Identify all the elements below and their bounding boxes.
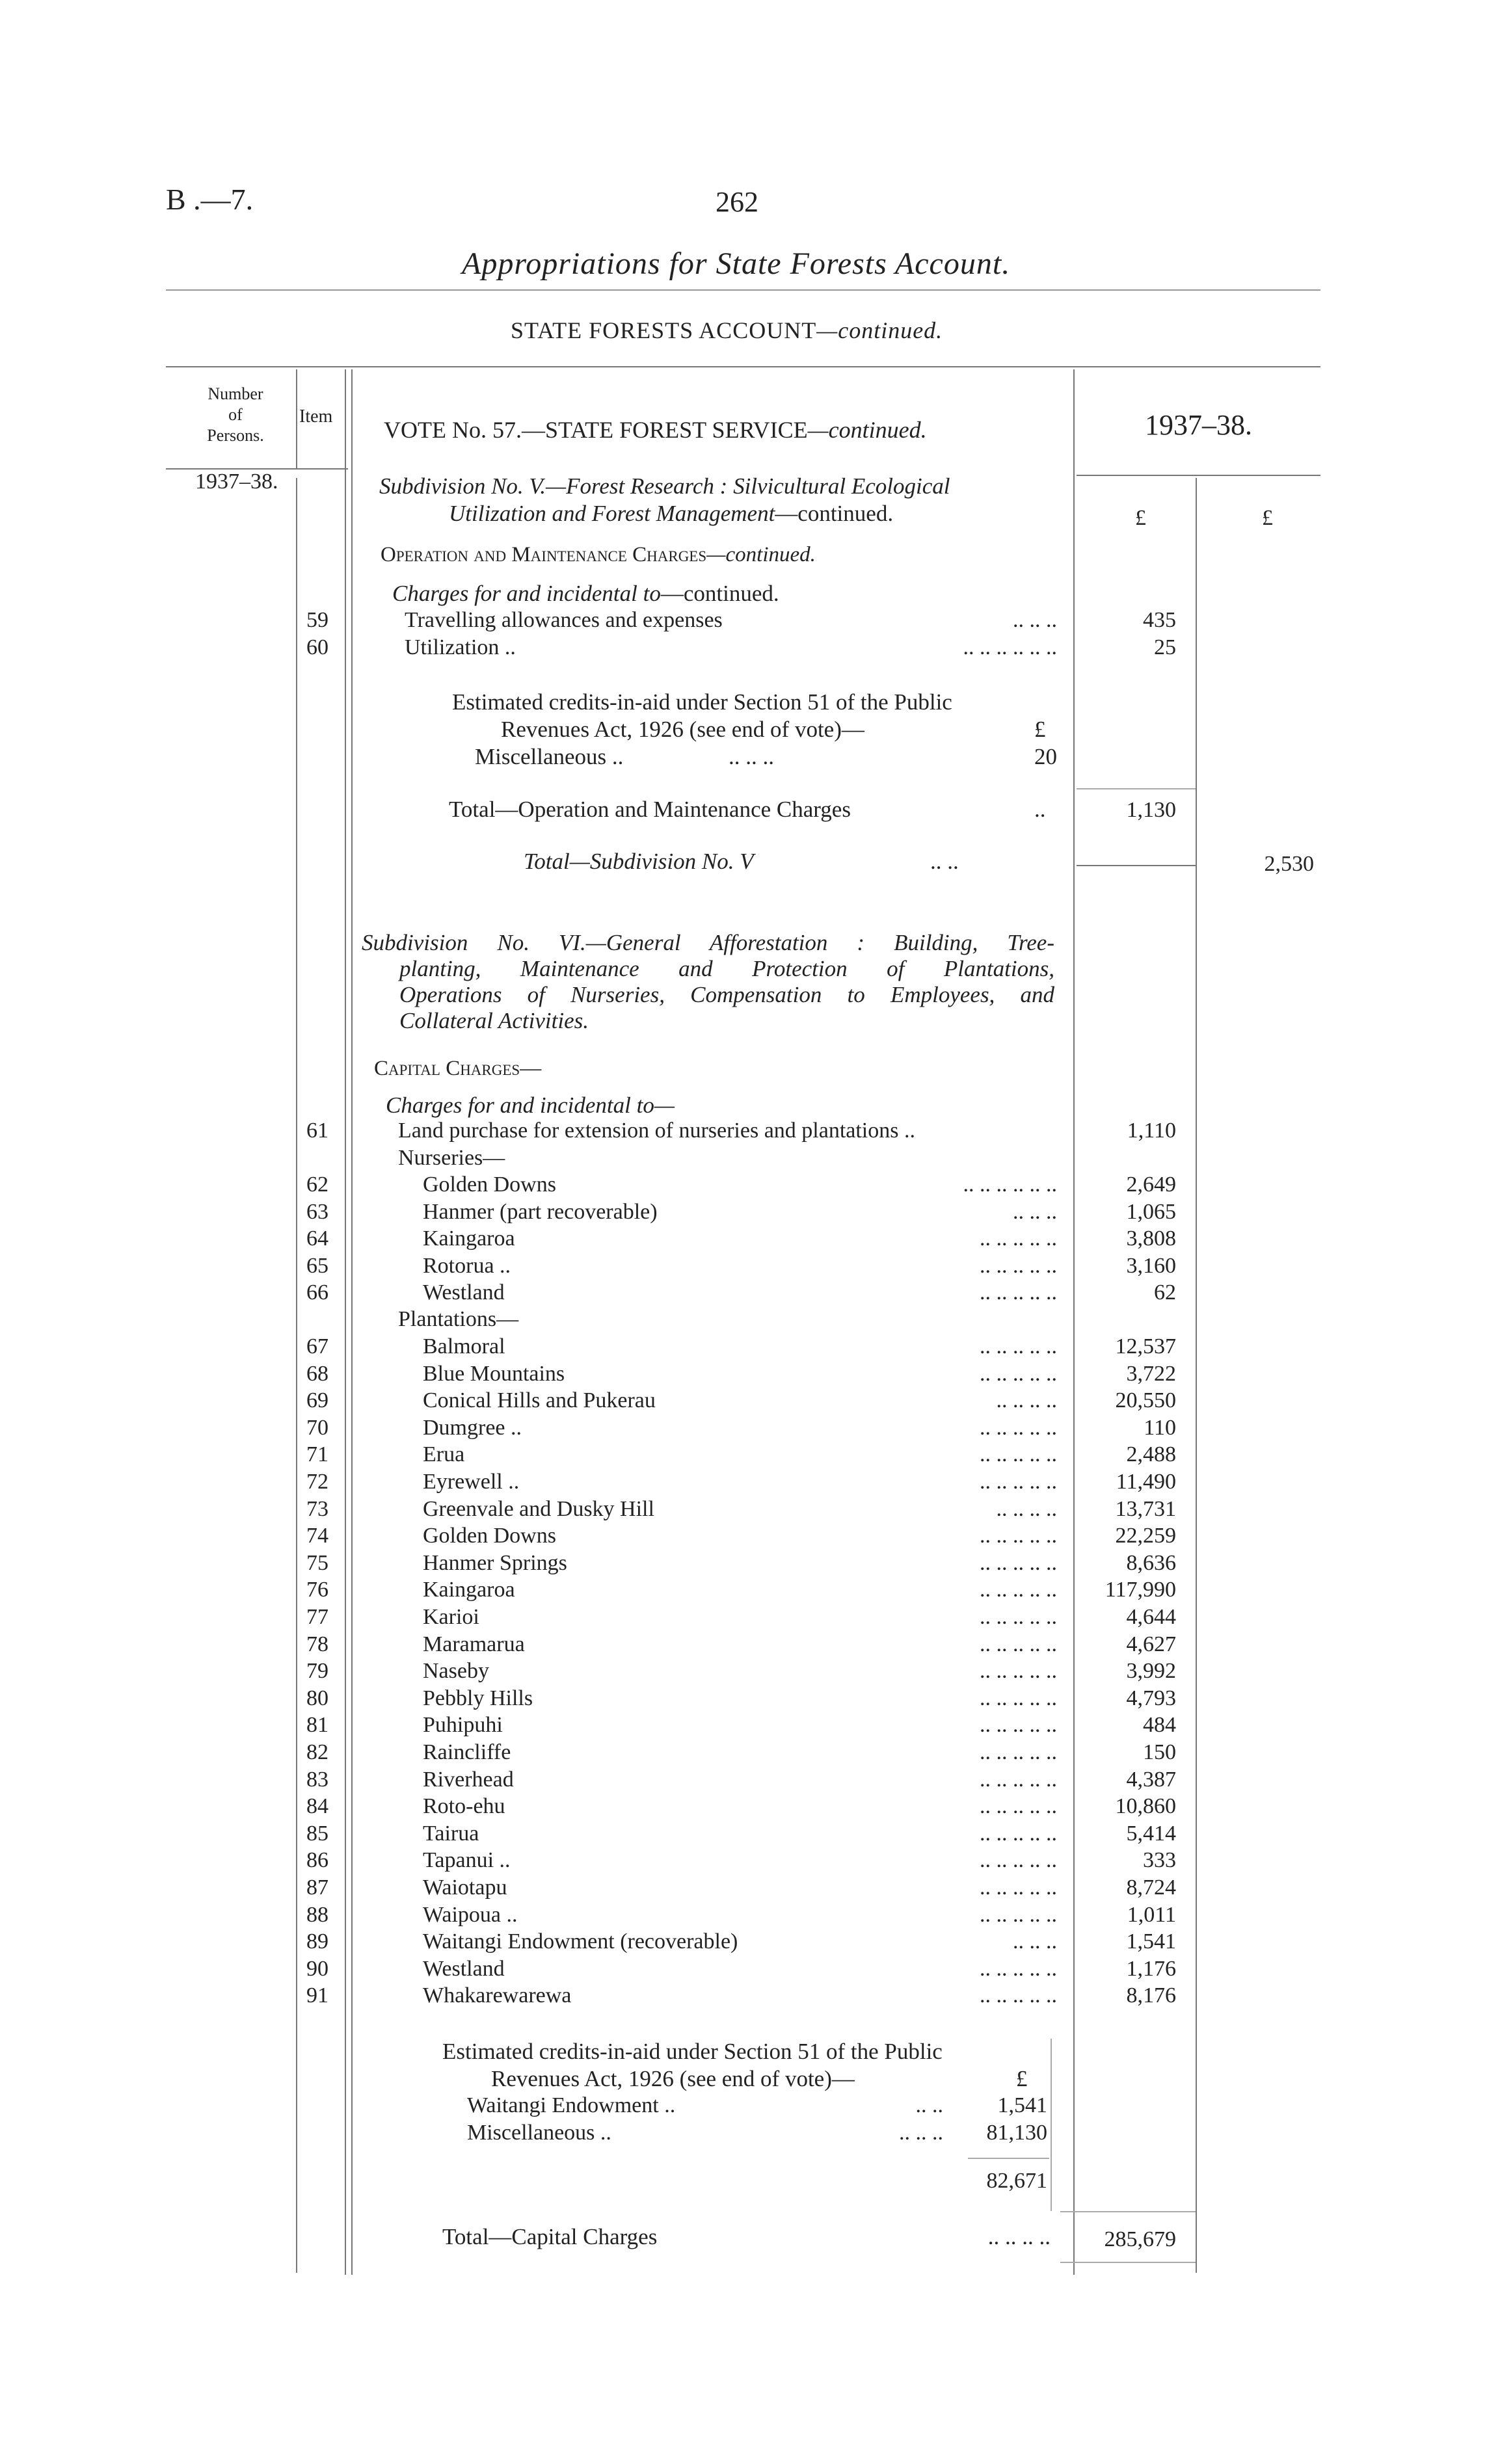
item-row (0, 1254, 1487, 1280)
item-row (0, 1713, 1487, 1739)
credit-label: Waitangi Endowment .. (467, 2093, 676, 2117)
subdiv5-credits-line1: Estimated credits-in-aid under Section 51 of the Public (452, 689, 952, 715)
item-label: Hanmer Springs (423, 1550, 567, 1575)
item-number: 84 (306, 1794, 328, 1819)
leader-dots: .. .. .. .. .. (980, 1740, 1057, 1764)
item-label: Karioi (423, 1605, 479, 1629)
leader-dots: .. .. .. .. .. (980, 1605, 1057, 1629)
item-row (0, 1632, 1487, 1658)
item-amount: 4,387 (1126, 1767, 1176, 1792)
credits-total: 82,671 (986, 2169, 1047, 2193)
leader-dots: .. .. .. .. .. (980, 1470, 1057, 1494)
year-under-rule (1077, 475, 1320, 476)
item-label: Balmoral (423, 1334, 505, 1358)
item-label: Eyrewell .. (423, 1470, 520, 1494)
credit-amount: 81,130 (986, 2121, 1047, 2145)
item-label: Westland (423, 1956, 505, 1981)
item-row (0, 1768, 1487, 1794)
item-number: 78 (306, 1632, 328, 1656)
item-number: 75 (306, 1550, 328, 1575)
item-amount: 435 (1143, 608, 1176, 632)
item-label: Utilization .. (405, 635, 516, 659)
item-label: Pebbly Hills (423, 1686, 533, 1710)
item-amount: 62 (1154, 1280, 1176, 1305)
credits-rule (968, 2158, 1049, 2159)
item-amount: 4,793 (1126, 1686, 1176, 1710)
item-row (0, 1659, 1487, 1685)
item-label: Land purchase for extension of nurseries and plantations .. (398, 1119, 915, 1143)
item-number: 89 (306, 1929, 328, 1954)
item-number: 77 (306, 1605, 328, 1629)
item-number: 68 (306, 1361, 328, 1386)
persons-header (177, 384, 294, 446)
total-capital-rule-bottom (1060, 2262, 1196, 2263)
leader-dots: .. .. .. .. .. (980, 1983, 1057, 2008)
item-row (0, 1442, 1487, 1468)
item-row (0, 1822, 1487, 1848)
item-row (0, 1497, 1487, 1523)
item-number: 79 (306, 1659, 328, 1684)
item-amount: 5,414 (1126, 1821, 1176, 1846)
vote-title: VOTE No. 57.—STATE FOREST SERVICE (384, 417, 808, 443)
persons-header-line1: Number (208, 384, 263, 403)
leader-dots: .. .. .. (899, 2121, 943, 2145)
subdiv5-section-suffix: —continued. (706, 543, 816, 566)
header-bottom-rule-item (296, 468, 348, 470)
page-ref: B .—7. (166, 183, 254, 216)
leader-dots: .. .. .. .. .. (980, 1550, 1057, 1575)
item-amount: 3,722 (1126, 1361, 1176, 1386)
nurseries-label: Nurseries— (398, 1146, 505, 1170)
total-capital-rule-top (1060, 2211, 1196, 2212)
item-amount: 4,627 (1126, 1632, 1176, 1656)
leader-dots: .. .. .. .. .. (980, 1767, 1057, 1792)
leader-dots: .. .. .. .. .. (980, 1632, 1057, 1656)
subtotal-rule (1077, 788, 1196, 789)
item-amount: 3,808 (1126, 1226, 1176, 1251)
subdiv5-heading-line1: Subdivision No. V.—Forest Research : Silvicultural Ecological (379, 473, 950, 499)
item-number: 60 (306, 635, 328, 659)
item-number: 71 (306, 1442, 328, 1467)
subdiv5-heading-line2 (449, 501, 893, 527)
item-row (0, 635, 1487, 661)
item-amount: 20,550 (1115, 1388, 1176, 1413)
item-row (0, 1334, 1487, 1360)
item-number: 64 (306, 1226, 328, 1251)
item-number: 66 (306, 1280, 328, 1305)
leader-dots: .. (1034, 797, 1046, 822)
item-amount: 1,110 (1127, 1119, 1176, 1143)
item-amount: 12,537 (1115, 1334, 1176, 1358)
pound-col2: £ (1262, 506, 1273, 530)
leader-dots: .. .. .. (1013, 1929, 1057, 1954)
item-amount: 8,176 (1126, 1983, 1176, 2008)
item-amount: 1,011 (1127, 1902, 1176, 1927)
item-amount: 3,992 (1126, 1659, 1176, 1684)
item-number: 76 (306, 1578, 328, 1602)
subdiv5-credits-line2: Revenues Act, 1926 (see end of vote)— (501, 717, 864, 742)
item-label: Rotorua .. (423, 1253, 511, 1278)
total-capital-amount: 285,679 (1104, 2227, 1176, 2251)
item-label: Puhipuhi (423, 1713, 503, 1738)
item-amount: 110 (1144, 1415, 1176, 1440)
leader-dots: .. .. .. .. .. (980, 1226, 1057, 1251)
vote-suffix: —continued. (807, 417, 927, 443)
subdiv6-credits-pound: £ (1016, 2066, 1028, 2091)
total-capital-label: Total—Capital Charges (442, 2224, 658, 2249)
item-row (0, 1416, 1487, 1442)
item-number: 86 (306, 1848, 328, 1873)
item-label: Riverhead (423, 1767, 514, 1792)
item-row (0, 1200, 1487, 1226)
year-header: 1937–38. (1145, 409, 1252, 441)
item-amount: 150 (1143, 1740, 1176, 1764)
item-amount: 11,490 (1116, 1470, 1176, 1494)
subdiv5-charges-for (392, 581, 779, 607)
page-title: Appropriations for State Forests Account. (462, 246, 1011, 281)
item-number: 62 (306, 1172, 328, 1197)
item-label: Travelling allowances and expenses (405, 608, 723, 632)
title-rule (166, 289, 1320, 291)
item-label: Blue Mountains (423, 1361, 565, 1386)
leader-dots: .. .. .. .. .. (980, 1253, 1057, 1278)
item-label: Tairua (423, 1821, 479, 1846)
plantations-label: Plantations— (398, 1307, 519, 1331)
total-sub-amount: 2,530 (1264, 852, 1314, 876)
leader-dots: .. .. .. .. .. (980, 1578, 1057, 1602)
subdiv5-section-name: Operation and Maintenance Charges (381, 543, 707, 566)
subdiv6-charges-for: Charges for and incidental to— (386, 1093, 675, 1118)
item-number: 72 (306, 1470, 328, 1494)
leader-dots: .. .. .. .. .. (980, 1361, 1057, 1386)
leader-dots: .. .. .. .. .. .. (963, 635, 1057, 659)
item-row (0, 1983, 1487, 2009)
item-label: Waiotapu (423, 1875, 507, 1900)
item-row (0, 1551, 1487, 1577)
subdiv5-charges-for-suffix: —continued. (660, 581, 779, 606)
item-label: Westland (423, 1280, 505, 1305)
item-amount: 333 (1143, 1848, 1176, 1873)
subdiv5-credits-amount: 20 (1034, 744, 1057, 769)
item-label: Naseby (423, 1659, 489, 1684)
item-label: Greenvale and Dusky Hill (423, 1496, 654, 1521)
item-row (0, 1605, 1487, 1631)
item-row (0, 608, 1487, 634)
total-sub-label: Total—Subdivision No. V (524, 849, 754, 874)
item-label: Whakarewarewa (423, 1983, 572, 2008)
item-row (0, 1957, 1487, 1983)
subdiv6-heading-line: Operations of Nurseries, Compensation to Employees, and (399, 982, 1054, 1007)
item-header: Item (299, 406, 333, 427)
subdiv5-charges-for-text: Charges for and incidental to (392, 581, 661, 606)
item-amount: 1,541 (1126, 1929, 1176, 1954)
item-label: Raincliffe (423, 1740, 511, 1764)
item-label: Golden Downs (423, 1172, 556, 1197)
item-amount: 8,636 (1126, 1550, 1176, 1575)
item-row (0, 1740, 1487, 1766)
item-number: 59 (306, 608, 328, 632)
item-row (0, 1903, 1487, 1929)
item-number: 67 (306, 1334, 328, 1358)
leader-dots: .. .. (930, 849, 959, 874)
credit-row (0, 2093, 1487, 2119)
leader-dots: .. .. .. .. .. (980, 1794, 1057, 1819)
item-number: 91 (306, 1983, 328, 2008)
item-row (0, 1388, 1487, 1414)
item-row (0, 1470, 1487, 1496)
item-amount: 8,724 (1126, 1875, 1176, 1900)
subdiv6-credits-line2: Revenues Act, 1926 (see end of vote)— (491, 2066, 855, 2091)
leader-dots: .. .. .. .. .. (980, 1442, 1057, 1467)
leader-dots: .. .. .. .. .. (980, 1415, 1057, 1440)
item-number: 90 (306, 1956, 328, 1981)
leader-dots: .. .. .. .. .. (980, 1875, 1057, 1900)
account-suffix: —continued. (816, 317, 943, 343)
table-top-rule (166, 366, 1320, 367)
item-amount: 117,990 (1105, 1578, 1176, 1602)
item-number: 73 (306, 1496, 328, 1521)
item-amount: 2,488 (1126, 1442, 1176, 1467)
leader-dots: .. .. .. .. .. (980, 1334, 1057, 1358)
item-row (0, 1280, 1487, 1306)
item-number: 61 (306, 1119, 328, 1143)
item-number: 88 (306, 1902, 328, 1927)
item-row (0, 1794, 1487, 1820)
item-amount: 3,160 (1126, 1253, 1176, 1278)
leader-dots: .. .. .. (1013, 1199, 1057, 1224)
item-number: 87 (306, 1875, 328, 1900)
total-rule (1077, 865, 1196, 866)
subdiv6-section: Capital Charges— (374, 1057, 542, 1080)
leader-dots: .. .. .. (1013, 608, 1057, 632)
item-number: 74 (306, 1524, 328, 1548)
item-row (0, 1875, 1487, 1901)
vote-heading (384, 416, 927, 444)
item-amount: 1,176 (1126, 1956, 1176, 1981)
item-row (0, 1119, 1487, 1145)
item-label: Waipoua .. (423, 1902, 518, 1927)
item-label: Waitangi Endowment (recoverable) (423, 1929, 738, 1954)
item-row (0, 1929, 1487, 1955)
item-amount: 2,649 (1126, 1172, 1176, 1197)
leader-dots: .. .. .. (729, 744, 774, 769)
leader-dots: .. .. .. .. .. (980, 1280, 1057, 1305)
item-row (0, 1362, 1487, 1388)
item-row (0, 1226, 1487, 1252)
account-heading (511, 317, 943, 344)
page-number: 262 (716, 186, 758, 218)
item-amount: 13,731 (1115, 1496, 1176, 1521)
item-number: 85 (306, 1821, 328, 1846)
item-label: Conical Hills and Pukerau (423, 1388, 656, 1413)
leader-dots: .. .. (915, 2093, 943, 2117)
total-op-label: Total—Operation and Maintenance Charges (449, 797, 851, 822)
leader-dots: .. .. .. .. .. (980, 1524, 1057, 1548)
credit-label: Miscellaneous .. (467, 2121, 611, 2145)
item-row (0, 1848, 1487, 1874)
item-label: Tapanui .. (423, 1848, 511, 1873)
account-name: STATE FORESTS ACCOUNT (511, 317, 817, 343)
credit-row (0, 2121, 1487, 2147)
subdiv6-heading-line: Subdivision No. VI.—General Afforestation : Building, Tree- (362, 930, 1054, 955)
subdiv5-credits-item: Miscellaneous .. (475, 744, 624, 769)
subdiv5-heading-line2b: —continued. (775, 501, 894, 526)
credit-amount: 1,541 (997, 2093, 1047, 2117)
item-number: 63 (306, 1199, 328, 1224)
item-amount: 22,259 (1115, 1524, 1176, 1548)
subdiv6-credits-line1: Estimated credits-in-aid under Section 51 of the Public (442, 2039, 943, 2064)
item-amount: 484 (1143, 1713, 1176, 1738)
leader-dots: .. .. .. .. .. (980, 1659, 1057, 1684)
item-label: Kaingaroa (423, 1226, 515, 1251)
item-number: 83 (306, 1767, 328, 1792)
item-label: Kaingaroa (423, 1578, 515, 1602)
subdiv6-heading-line: planting, Maintenance and Protection of Plantations, (399, 956, 1054, 981)
pound-col1: £ (1135, 506, 1146, 530)
item-label: Maramarua (423, 1632, 525, 1656)
leader-dots: .. .. .. .. .. (980, 1686, 1057, 1710)
item-number: 65 (306, 1253, 328, 1278)
item-row (0, 1578, 1487, 1604)
item-amount: 25 (1154, 635, 1176, 659)
item-amount: 4,644 (1126, 1605, 1176, 1629)
subdiv5-heading-line2a: Utilization and Forest Management (449, 501, 775, 526)
subdiv5-section (381, 543, 816, 567)
credits-right-rule (1051, 2039, 1052, 2211)
item-amount: 1,065 (1126, 1199, 1176, 1224)
leader-dots: .. .. .. .. .. (980, 1821, 1057, 1846)
leader-dots: .. .. .. .. (996, 1388, 1057, 1413)
leader-dots: .. .. .. .. (987, 2224, 1051, 2249)
item-amount: 10,860 (1115, 1794, 1176, 1819)
item-number: 69 (306, 1388, 328, 1413)
leader-dots: .. .. .. .. .. .. (963, 1172, 1057, 1197)
item-row (0, 1524, 1487, 1550)
item-number: 80 (306, 1686, 328, 1710)
item-label: Hanmer (part recoverable) (423, 1199, 658, 1224)
leader-dots: .. .. .. .. .. (980, 1956, 1057, 1981)
persons-header-line2: of (228, 405, 243, 424)
subdiv6-heading-line: Collateral Activities. (399, 1008, 589, 1033)
leader-dots: .. .. .. .. .. (980, 1713, 1057, 1738)
item-row (0, 1686, 1487, 1712)
item-label: Roto-ehu (423, 1794, 505, 1819)
subdiv5-credits-pound: £ (1034, 717, 1046, 742)
subdiv6-heading (362, 930, 1054, 1034)
item-number: 70 (306, 1415, 328, 1440)
item-label: Golden Downs (423, 1524, 556, 1548)
leader-dots: .. .. .. .. .. (980, 1902, 1057, 1927)
item-label: Dumgree .. (423, 1415, 522, 1440)
leader-dots: .. .. .. .. .. (980, 1848, 1057, 1873)
item-row (0, 1172, 1487, 1199)
persons-header-line3: Persons. (207, 426, 264, 445)
persons-year: 1937–38. (195, 470, 278, 494)
item-number: 81 (306, 1713, 328, 1738)
leader-dots: .. .. .. .. (996, 1496, 1057, 1521)
item-label: Erua (423, 1442, 465, 1467)
persons-col-divider (296, 369, 297, 468)
item-number: 82 (306, 1740, 328, 1764)
total-op-amount: 1,130 (1126, 798, 1176, 822)
